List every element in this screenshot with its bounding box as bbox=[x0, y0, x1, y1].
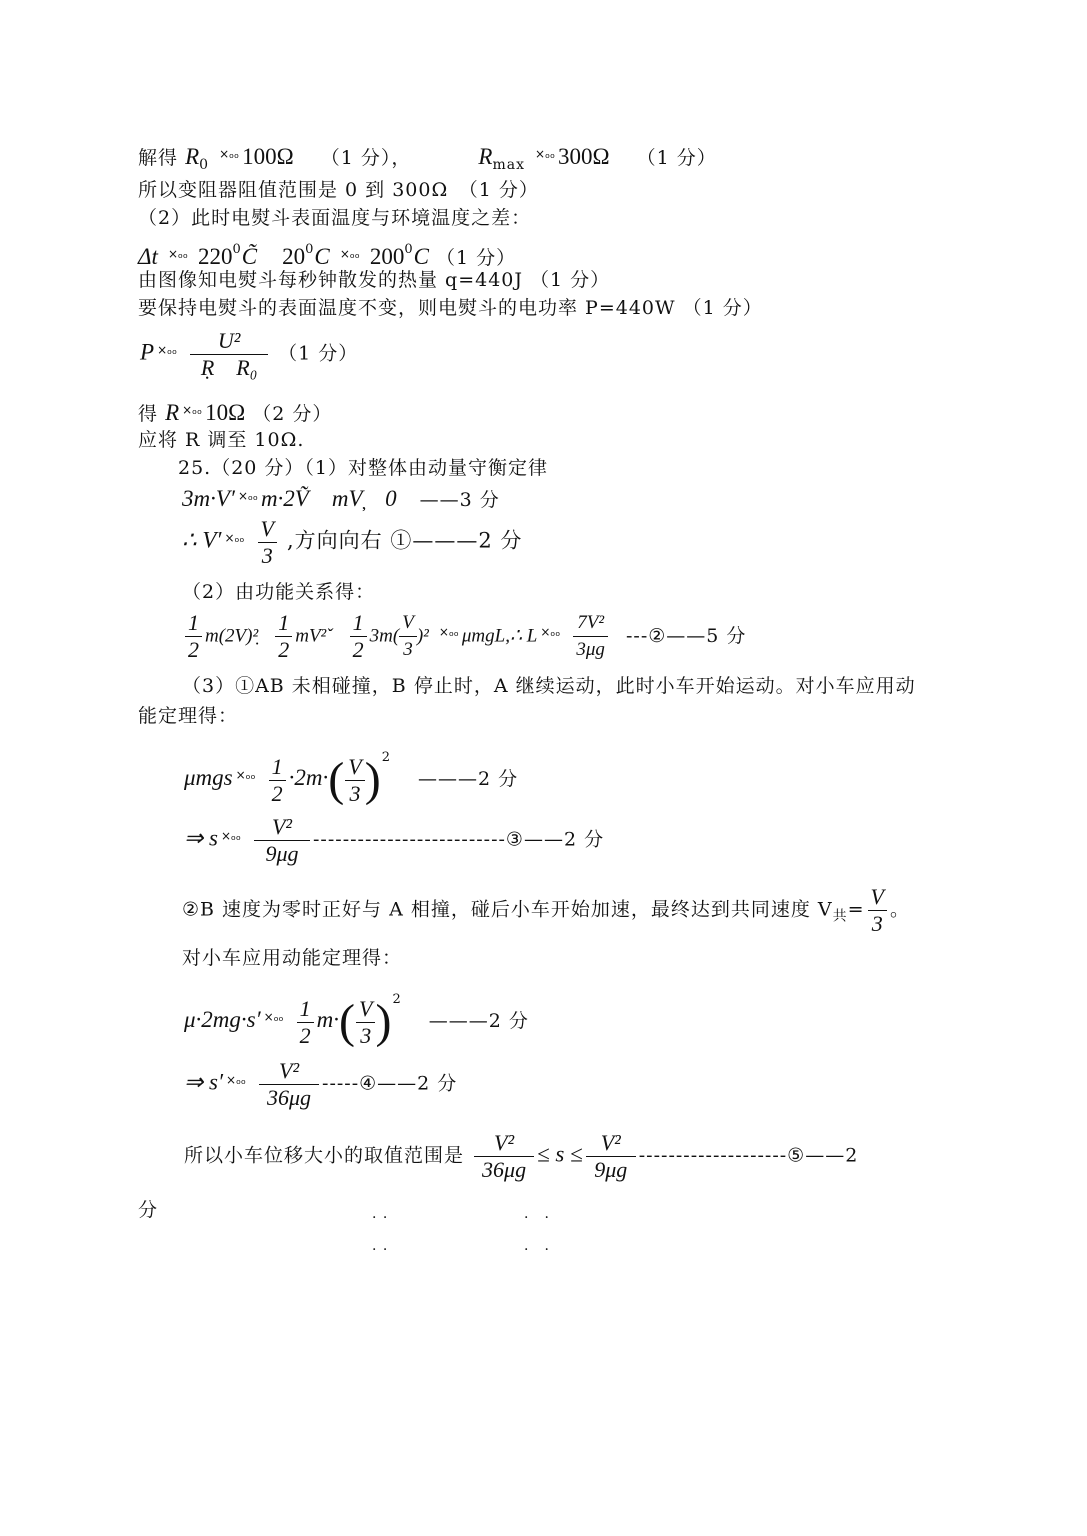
part3-case2-line: ②B 速度为零时正好与 A 相撞，碰后小车开始加速，最终达到共同速度 $V_共=$ $\frac{V}{3}$ 。 bbox=[182, 884, 910, 936]
kinetic-energy-equation-1: μmgs $^{\times_{oo}}$ $\frac{1}{2}$ ·2m·( $\frac{V}{3}$ )$^2$ ———2 分 bbox=[184, 750, 519, 806]
stray-dots-1: · · bbox=[372, 1210, 389, 1226]
power-fraction: $\frac{\text{U²}}{\text{Ṛ R₀}}$ bbox=[190, 328, 268, 381]
stray-dots-2: · · bbox=[524, 1210, 550, 1226]
resistance-result: 得 R $^{\times_{oo}}$ 10Ω （2 分） bbox=[138, 400, 333, 425]
momentum-equation: 3m·V′ $^{\times_{oo}}$ m·2Ṽ mV̦ 0 ——3 分 bbox=[182, 486, 500, 511]
energy-relation-heading: （2）由功能关系得： bbox=[182, 581, 376, 603]
temp-diff-heading: （2）此时电熨斗表面温度与环境温度之差： bbox=[138, 207, 532, 229]
question-25-heading: 25.（20 分）（1）对整体由动量守衡定律 bbox=[178, 457, 549, 479]
velocity-result: ∴ V′ $^{\times_{oo}}$ $\frac{V}{3}$ ,方向向右 ①———2 分 bbox=[182, 516, 523, 568]
stray-dots-3: · · bbox=[372, 1242, 389, 1258]
energy-equation: $\frac{1}{2}$ m(2V)²̣ $\frac{1}{2}$ mV²ˇ $\frac{1}{2}$ 3m( $\frac{V}{3}$ )² $^{\times_{oo}}$ μmgL,∴ L $^{\times_{oo}}$ $\frac{\text{7V²}}{3\mu g}$ ---②——5 分 bbox=[182, 610, 746, 663]
displacement-s-prime-result: ⇒ s′ $^{\times_{oo}}$ $\frac{\text{V²}}{36\mu g}$ -----④——2 分 bbox=[184, 1058, 458, 1110]
velocity-fraction: $\frac{V}{3}$ bbox=[258, 516, 277, 569]
solve-r0-rmax-line: 解得 $R_0$ $^{\times_{oo}}$ 100Ω （1 分）， $R_{max}$ $^{\times_{oo}}$ 300Ω （1 分） bbox=[138, 144, 717, 173]
resistor-range-line: 所以变阻器阻值范围是 0 到 300Ω （1 分） bbox=[138, 179, 539, 201]
stray-dots-4: · · bbox=[524, 1242, 550, 1258]
heat-dissipation-line: 由图像知电熨斗每秒钟散发的热量 q=440J （1 分） bbox=[138, 269, 611, 291]
displacement-s-result: ⇒ s $^{\times_{oo}}$ $\frac{\text{V²}}{9\mu g}$ --------------------------③——2 分 bbox=[184, 814, 605, 866]
power-line: 要保持电熨斗的表面温度不变，则电熨斗的电功率 P=440W （1 分） bbox=[138, 297, 763, 319]
kinetic-energy-equation-2: μ·2mg·s′ $^{\times_{oo}}$ $\frac{1}{2}$ m·( $\frac{V}{3}$ )$^2$ ———2 分 bbox=[184, 992, 529, 1048]
score-fen-continuation: 分 bbox=[138, 1199, 159, 1221]
displacement-range-line: 所以小车位移大小的取值范围是 $\frac{\text{V²}}{36\mu g}$ ≤ s ≤ $\frac{\text{V²}}{9\mu g}$ --------------------⑤——2 bbox=[184, 1130, 859, 1182]
power-formula: P $^{\times_{oo}}$ $\frac{\text{U²}}{\text{Ṛ R₀}}$ （1 分） bbox=[140, 328, 359, 380]
part3-line2: 能定理得： bbox=[138, 705, 239, 727]
delta-t-equation: Δt $^{\times_{oo}}$ $220^0C̃$ $20^0C$ $^{\times_{oo}}$ $200^0C$ （1 分） bbox=[138, 242, 517, 269]
adjust-r-line: 应将 R 调至 10Ω. bbox=[138, 429, 305, 451]
kinetic-theorem-line: 对小车应用动能定理得： bbox=[182, 947, 403, 969]
part3-line1: （3）①AB 未相碰撞，B 停止时，A 继续运动，此时小车开始运动。对小车应用动 bbox=[182, 675, 916, 697]
